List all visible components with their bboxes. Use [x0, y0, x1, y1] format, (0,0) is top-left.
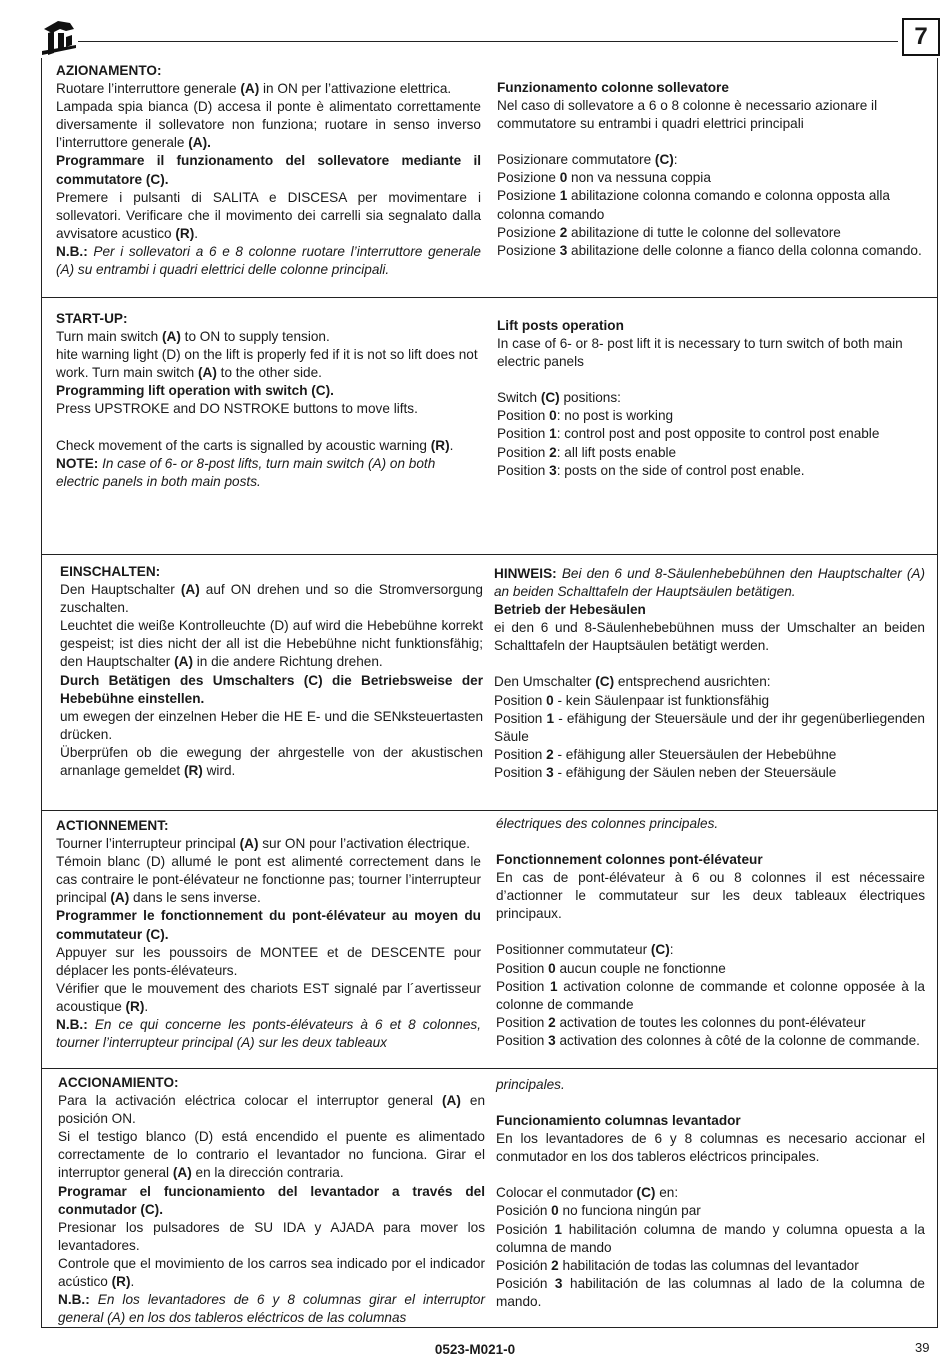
- it-posts-title: Funzionamento colonne sollevatore: [497, 80, 729, 95]
- en-left-column: [56, 310, 481, 491]
- en-posts-intro: In case of 6- or 8- post lift it is necessary to turn switch of both main electric panels: [497, 336, 903, 370]
- de-position-1: Position 1 - efähigung der Steuersäule und der ihr gegenüberliegenden Säule: [494, 710, 925, 744]
- es-switch-label: Colocar el conmutador (C) en:: [496, 1185, 679, 1201]
- divider-en-de: [41, 554, 938, 555]
- de-step-4: Überprüfen ob die ewegung der ahrgestelle von der akustischen arnanlage gemeldet (R) wird.: [60, 744, 483, 779]
- it-step-3: Premere i pulsanti di SALITA e DISCESA per movimentare i sollevatori. Verificare che il movimento dei carrelli sia segnalato dalla avvisatore acustico (R).: [56, 189, 481, 241]
- fr-left-column: [56, 817, 481, 1052]
- de-step-1: Den Hauptschalter (A) auf ON drehen und so die Stromversorgung zuschalten.: [60, 582, 483, 616]
- it-step-2: Lampada spia bianca (D) accesa il ponte è alimentato correttamente diversamente il sollevatore non funziona; ruotare in senso inverso l’interruttore generale (A).: [56, 99, 481, 151]
- de-step-2: Leuchtet die weiße Kontrolleuchte (D) auf wird die Hebebühne korrekt gespeist; ist dies nicht der all ist die Hebebühne nicht funktionsfähig; den Hauptschalter (A) in die andere Richtung drehen.: [60, 618, 483, 670]
- frame-right: [937, 58, 938, 1328]
- fr-step-1: Tourner l’interrupteur principal (A) sur ON pour l’activation électrique.: [56, 836, 471, 852]
- it-posts-intro: Nel caso di sollevatore a 6 o 8 colonne è necessario azionare il commutatore su entrambi i quadri elettrici principali: [497, 98, 878, 132]
- de-position-2: Position 2 - efähigung aller Steuersäulen der Hebebühne: [494, 746, 837, 762]
- es-position-3: Posición 3 habilitación de las columnas al lado de la columna de mando.: [496, 1275, 925, 1309]
- de-switch-label: Den Umschalter (C) entsprechend ausrichten:: [494, 674, 771, 690]
- de-left-column: [60, 563, 483, 780]
- en-title: START-UP:: [56, 311, 128, 326]
- de-right-column: [494, 565, 925, 782]
- de-posts-title: Betrieb der Hebesäulen: [494, 602, 646, 618]
- frame-left: [41, 58, 42, 1328]
- de-position-3: Position 3 - efähigung der Säulen neben der Steuersäule: [494, 764, 837, 780]
- de-programming-heading: Durch Betätigen des Umschalters (C) die Betriebsweise der Hebebühne einstellen.: [60, 672, 483, 706]
- es-note-continued: principales.: [496, 1077, 565, 1092]
- es-step-1: Para la activación eléctrica colocar el interruptor general (A) en posición ON.: [58, 1093, 486, 1127]
- fr-posts-title: Fonctionnement colonnes pont-élévateur: [496, 852, 763, 868]
- es-step-4: Controle que el movimiento de los carros sea indicado por el indicador acústico (R).: [58, 1255, 485, 1290]
- fr-position-2: Position 2 activation de toutes les colonnes du pont-élévateur: [496, 1014, 866, 1030]
- page-number-box: 7: [902, 18, 940, 56]
- de-note: HINWEIS: Bei den 6 und 8-Säulenhebebühnen den Hauptschalter (A) an beiden Schalttafeln der Hauptsäulen betätigen.: [494, 566, 925, 600]
- fr-step-4: Vérifier que le mouvement des chariots EST signalé par l´avertisseur acoustique (R).: [56, 980, 481, 1014]
- divider-fr-es: [41, 1068, 938, 1069]
- es-position-2: Posición 2 habilitación de todas las columnas del levantador: [496, 1257, 859, 1273]
- es-position-1: Posición 1 habilitación columna de mando y columna opuesta a la columna de mando: [496, 1221, 925, 1255]
- it-right-column: [497, 79, 925, 260]
- es-step-3: Presionar los pulsadores de SU IDA y AJADA para mover los levantadores.: [58, 1219, 485, 1253]
- es-note: N.B.: En los levantadores de 6 y 8 columnas girar el interruptor general (A) en los dos tableros eléctricos de las columnas: [58, 1292, 485, 1326]
- de-position-0: Position 0 - kein Säulenpaar ist funktionsfähig: [494, 692, 770, 708]
- en-switch-label: Switch (C) positions:: [497, 390, 621, 406]
- fr-note-continued: électriques des colonnes principales.: [496, 816, 719, 831]
- fr-note: N.B.: En ce qui concerne les ponts-élévateurs à 6 et 8 colonnes, tourner l’interrupteur principal (A) sur les deux tableaux: [56, 1017, 481, 1051]
- en-step-2: hite warning light (D) on the lift is properly fed if it is not so lift does not work. Turn main switch (A) to the other side.: [56, 347, 478, 381]
- fr-position-0: Position 0 aucun couple ne fonctionne: [496, 960, 726, 976]
- es-right-column: [496, 1076, 925, 1311]
- en-position-1: Position 1: control post and post opposite to control post enable: [497, 426, 880, 442]
- it-position-1: Posizione 1 abilitazione colonna comando e colonna opposta alla colonna comando: [497, 188, 890, 222]
- it-position-3: Posizione 3 abilitazione delle colonne a fianco della colonna comando.: [497, 242, 922, 258]
- fr-right-column: [496, 815, 925, 1050]
- en-right-column: [497, 317, 925, 480]
- en-posts-title: Lift posts operation: [497, 318, 624, 333]
- divider-de-fr: [41, 810, 938, 811]
- it-note: N.B.: Per i sollevatori a 6 e 8 colonne ruotare l’interruttore generale (A) su entrambi i quadri elettrici delle colonne principali.: [56, 243, 481, 278]
- it-position-0: Posizione 0 non va nessuna coppia: [497, 170, 711, 186]
- en-step-3: Press UPSTROKE and DO NSTROKE buttons to move lifts.: [56, 401, 418, 417]
- es-position-0: Posición 0 no funciona ningún par: [496, 1203, 701, 1219]
- en-step-1: Turn main switch (A) to ON to supply tension.: [56, 329, 330, 345]
- de-posts-intro: ei den 6 und 8-Säulenhebebühnen muss der Umschalter an beiden Schalttafeln der Hauptsäulen betätigt werden.: [494, 620, 925, 654]
- es-posts-title: Funcionamiento columnas levantador: [496, 1113, 741, 1129]
- it-switch-label: Posizionare commutatore (C):: [497, 152, 678, 168]
- en-step-4: Check movement of the carts is signalled by acoustic warning (R).: [56, 437, 454, 453]
- it-left-column: [56, 62, 481, 279]
- fr-step-2: Témoin blanc (D) allumé le pont est alimenté correctement dans le cas contraire le pont-élévateur ne fonctionne pas; tourner l’interrupteur principal (A) dans le sens inverse.: [56, 854, 481, 906]
- en-position-0: Position 0: no post is working: [497, 408, 674, 424]
- es-programming-heading: Programar el funcionamiento del levantador a través del conmutador (C).: [58, 1183, 485, 1217]
- es-posts-intro: En los levantadores de 6 y 8 columnas es necesario accionar el conmutador en los dos tableros eléctricos principales.: [496, 1131, 925, 1165]
- es-step-2: Si el testigo blanco (D) está encendido el puente es alimentado correctamente de lo contrario el levantador no funciona. Girar el interruptor general (A) en la dirección contraria.: [58, 1129, 485, 1181]
- fr-switch-label: Positionner commutateur (C):: [496, 942, 674, 958]
- fr-posts-intro: En cas de pont-élévateur à 6 ou 8 colonnes il est nécessaire d’actionner le commutateur sur les deux tableaux électriques principaux.: [496, 870, 925, 922]
- it-programming-heading: Programmare il funzionamento del sollevatore mediante il commutatore (C).: [56, 153, 481, 187]
- fr-position-1: Position 1 activation colonne de commande et colonne opposée à la colonne de commande: [496, 978, 925, 1012]
- de-title: EINSCHALTEN:: [60, 564, 161, 579]
- en-position-2: Position 2: all lift posts enable: [497, 444, 677, 460]
- it-title: AZIONAMENTO:: [56, 63, 162, 78]
- de-step-3: um ewegen der einzelnen Heber die HE E- und die SENksteuertasten drücken.: [60, 708, 483, 742]
- page-number: 39: [915, 1340, 930, 1355]
- es-title: ACCIONAMIENTO:: [58, 1075, 179, 1090]
- es-left-column: [58, 1074, 485, 1327]
- it-step-1: Ruotare l’interruttore generale (A) in ON per l’attivazione elettrica.: [56, 81, 452, 97]
- en-note: NOTE: In case of 6- or 8-post lifts, turn main switch (A) on both electric panels in both main posts.: [56, 455, 436, 489]
- en-programming-heading: Programming lift operation with switch (C).: [56, 383, 334, 399]
- fr-step-3: Appuyer sur les poussoirs de MONTEE et de DESCENTE pour déplacer les ponts-élévateurs.: [56, 944, 481, 978]
- fr-programming-heading: Programmer le fonctionnement du pont-élévateur au moyen du commutateur (C).: [56, 908, 481, 942]
- document-code: 0523-M021-0: [434, 1342, 516, 1357]
- fr-position-3: Position 3 activation des colonnes à côté de la colonne de commande.: [496, 1032, 920, 1048]
- en-position-3: Position 3: posts on the side of control post enable.: [497, 462, 805, 478]
- it-position-2: Posizione 2 abilitazione di tutte le colonne del sollevatore: [497, 224, 841, 240]
- header-rule: [78, 41, 898, 42]
- divider-it-en: [41, 297, 938, 298]
- brand-logo: [40, 15, 78, 57]
- lift-brand-logo-icon: [40, 15, 78, 57]
- fr-title: ACTIONNEMENT:: [56, 818, 169, 833]
